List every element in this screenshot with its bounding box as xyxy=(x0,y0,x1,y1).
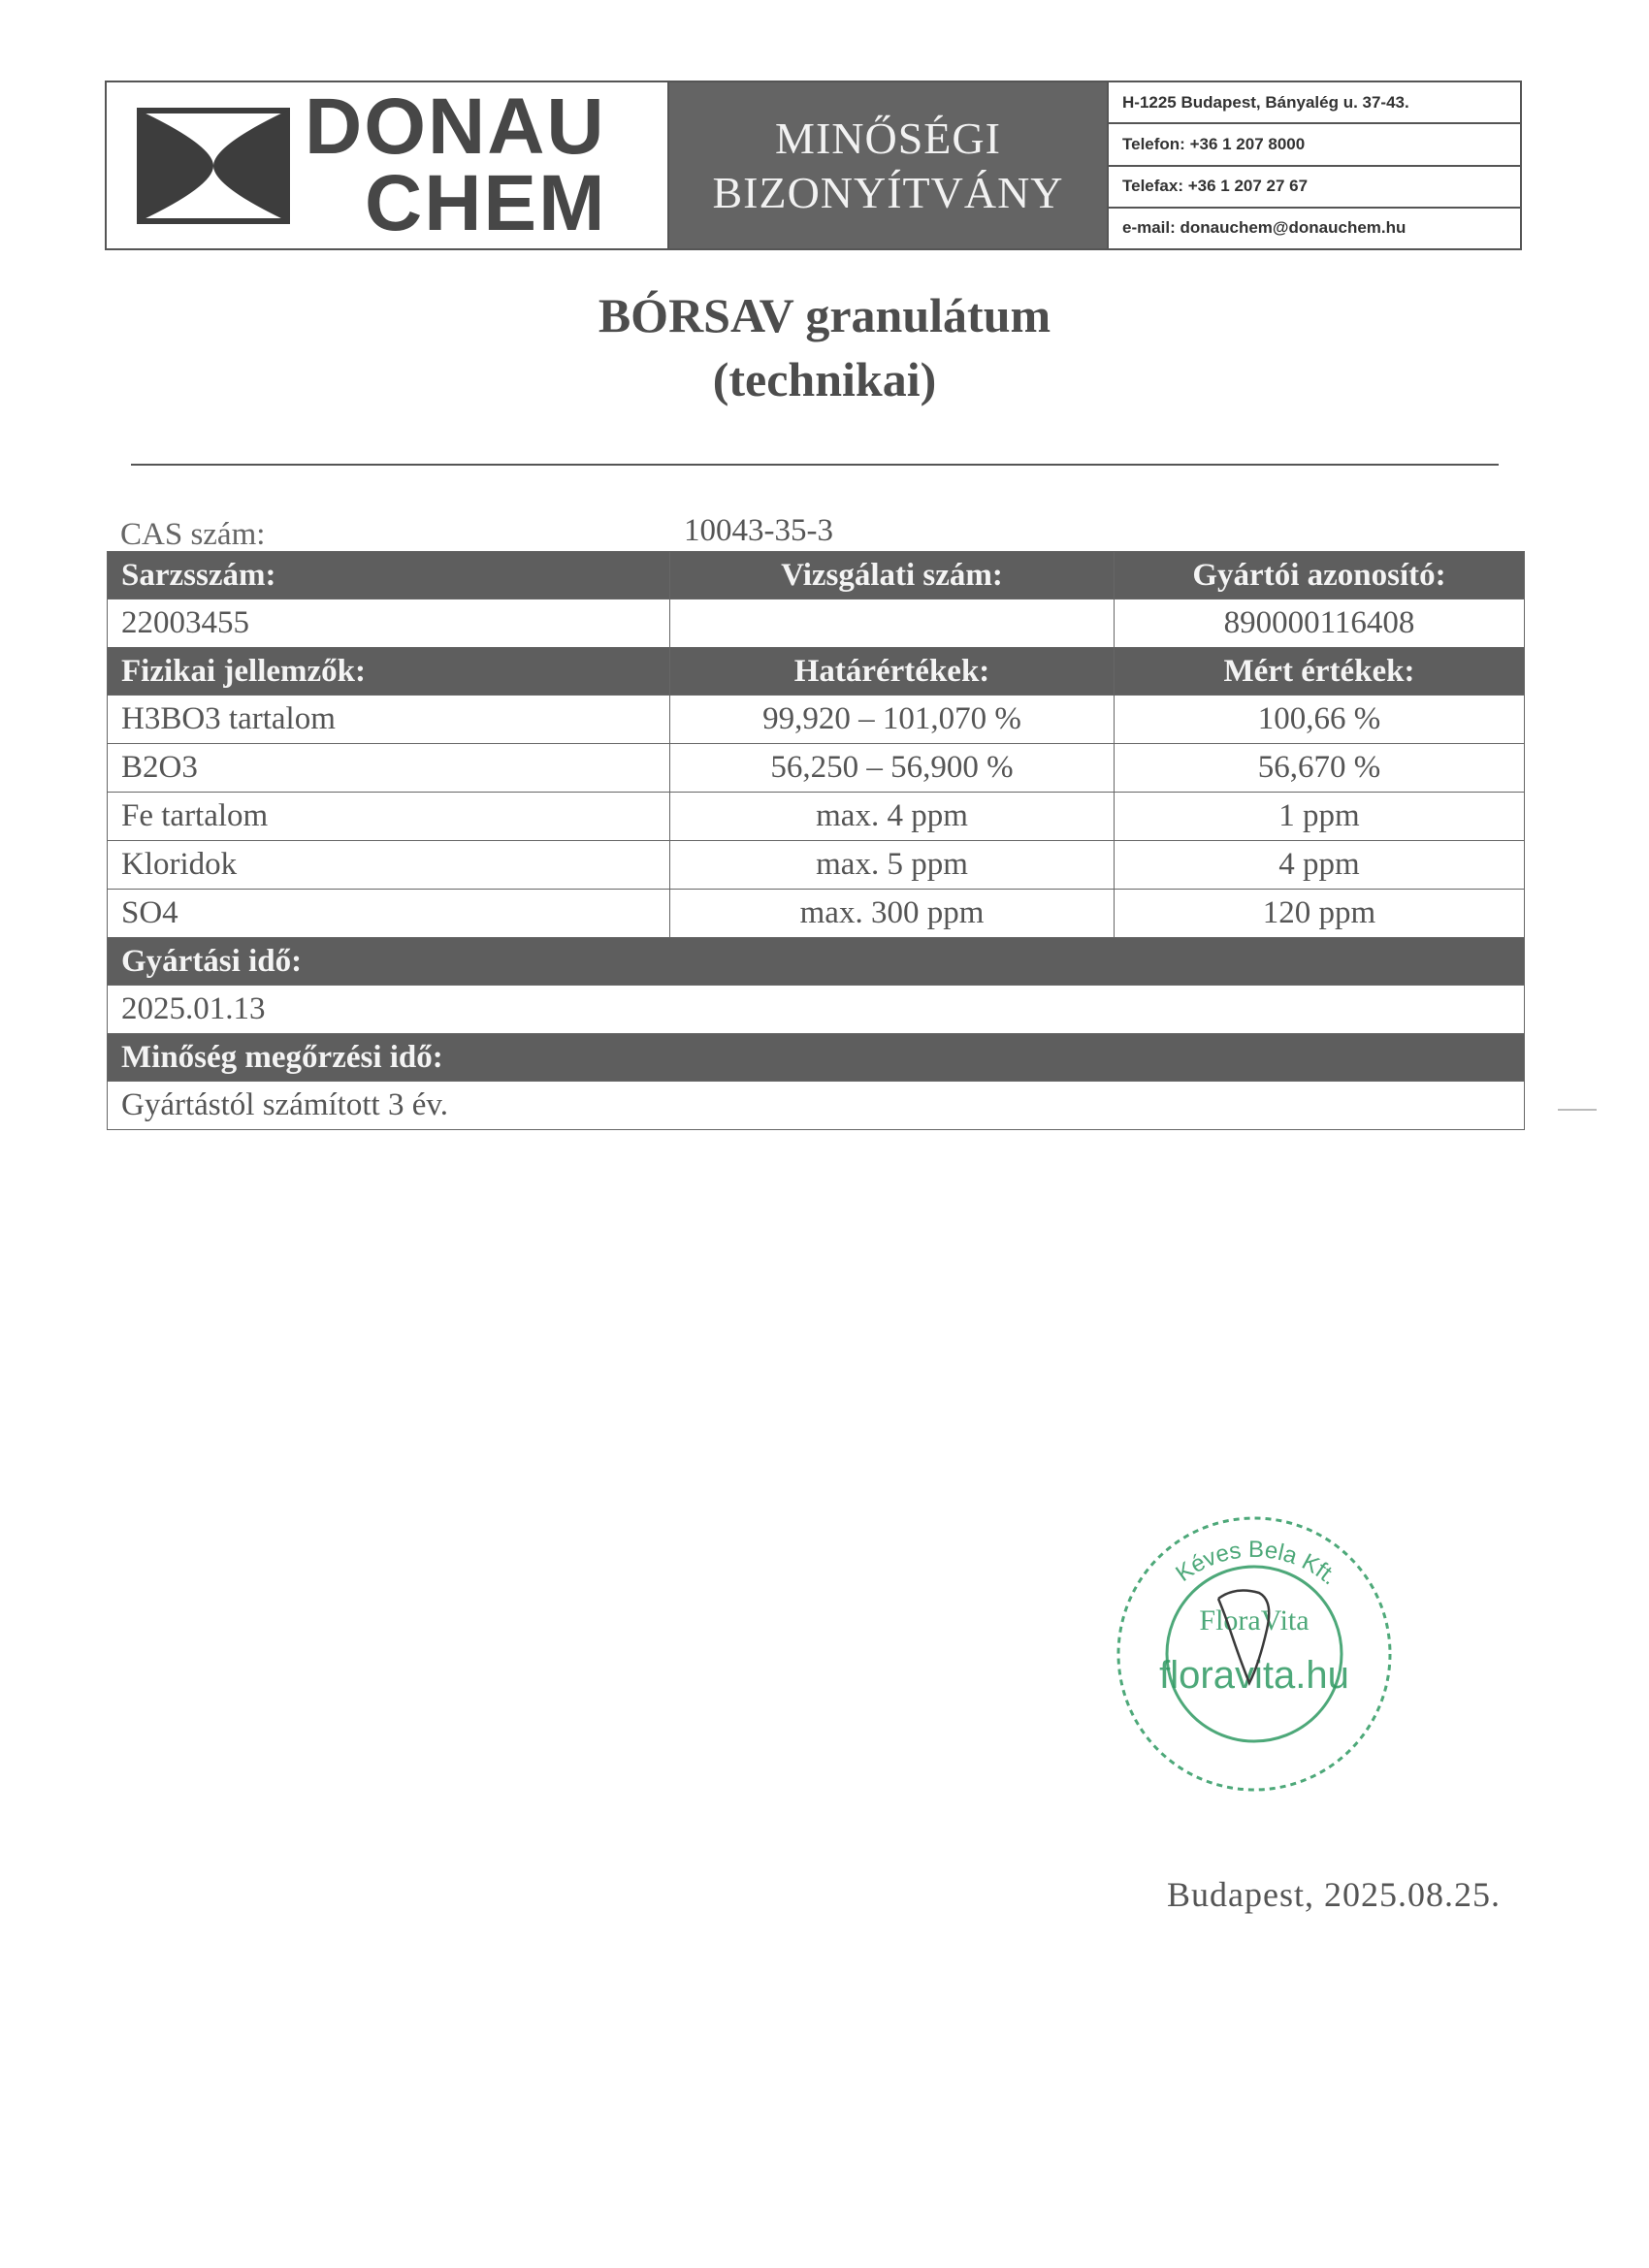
property-name: SO4 xyxy=(108,890,670,938)
document-title-line-2: BIZONYÍTVÁNY xyxy=(712,167,1064,217)
table-row xyxy=(108,890,1525,938)
divider xyxy=(131,464,1499,466)
property-limit: 56,250 – 56,900 % xyxy=(670,744,1115,793)
property-name: B2O3 xyxy=(108,744,670,793)
logo-wordmark xyxy=(305,81,607,247)
table-row xyxy=(108,793,1525,841)
production-date-value: 2025.01.13 xyxy=(108,986,1525,1034)
table-header-cell: Gyártói azonosító: xyxy=(1115,552,1525,599)
property-name: Fe tartalom xyxy=(108,793,670,841)
table-row xyxy=(108,841,1525,890)
contact-fax: Telefax: +36 1 207 27 67 xyxy=(1109,167,1520,209)
document-title xyxy=(669,82,1109,248)
table-header-cell: Sarzsszám: xyxy=(108,552,670,599)
place-and-date: Budapest, 2025.08.25. xyxy=(1167,1875,1501,1914)
table-header-cell: Vizsgálati szám: xyxy=(670,552,1115,599)
shelf-life-value: Gyártástól számított 3 év. xyxy=(108,1082,1525,1130)
stamp-ring-textpath: Kéves Bela Kft. xyxy=(1171,1536,1343,1591)
stamp-url: floravita.hu xyxy=(1159,1654,1349,1697)
batch-number: 22003455 xyxy=(108,599,670,648)
logo-line-1: DONAU xyxy=(305,81,606,171)
property-measured: 4 ppm xyxy=(1115,841,1525,890)
certificate-table xyxy=(107,551,1525,1130)
shelf-life-header-row xyxy=(108,1034,1525,1082)
product-name: BÓRSAV granulátum xyxy=(598,288,1051,342)
logo-line-2: CHEM xyxy=(365,158,607,247)
contact-email: e-mail: donauchem@donauchem.hu xyxy=(1122,218,1406,238)
shelf-life-row xyxy=(108,1082,1525,1130)
property-measured: 100,66 % xyxy=(1115,696,1525,744)
letterhead xyxy=(105,81,1522,250)
table-header-cell: Határértékek: xyxy=(670,648,1115,696)
manufacturer-id: 890000116408 xyxy=(1115,599,1525,648)
cas-value: 10043-35-3 xyxy=(684,513,833,548)
property-measured: 1 ppm xyxy=(1115,793,1525,841)
property-limit: max. 300 ppm xyxy=(670,890,1115,938)
test-number xyxy=(670,599,1115,648)
table-header-cell: Fizikai jellemzők: xyxy=(108,648,670,696)
donauchem-logo-icon xyxy=(136,107,291,225)
document-title-line-1: MINŐSÉGI xyxy=(775,113,1001,163)
contact-address: H-1225 Budapest, Bányalég u. 37-43. xyxy=(1109,82,1520,124)
product-grade: (technikai) xyxy=(712,352,937,406)
physical-header-row xyxy=(108,648,1525,696)
table-header-cell: Mért értékek: xyxy=(1115,648,1525,696)
property-limit: max. 5 ppm xyxy=(670,841,1115,890)
property-measured: 120 ppm xyxy=(1115,890,1525,938)
property-limit: 99,920 – 101,070 % xyxy=(670,696,1115,744)
product-title xyxy=(0,283,1649,411)
stamp-brand: FloraVita xyxy=(1199,1604,1310,1636)
production-date-row xyxy=(108,986,1525,1034)
batch-value-row xyxy=(108,599,1525,648)
property-name: Kloridok xyxy=(108,841,670,890)
property-limit: max. 4 ppm xyxy=(670,793,1115,841)
property-measured: 56,670 % xyxy=(1115,744,1525,793)
table-row xyxy=(108,696,1525,744)
production-date-header-row xyxy=(108,938,1525,986)
contact-block xyxy=(1109,82,1520,248)
table-row xyxy=(108,744,1525,793)
shelf-life-label: Minőség megőrzési idő: xyxy=(108,1034,1525,1082)
property-name: H3BO3 tartalom xyxy=(108,696,670,744)
batch-header-row xyxy=(108,552,1525,599)
company-stamp xyxy=(1104,1484,1405,1804)
company-logo xyxy=(107,82,669,248)
margin-mark xyxy=(1558,1109,1597,1111)
stamp-ring-text xyxy=(1171,1537,1342,1591)
cas-label: CAS szám: xyxy=(120,517,266,552)
contact-phone: Telefon: +36 1 207 8000 xyxy=(1109,124,1520,166)
production-date-label: Gyártási idő: xyxy=(108,938,1525,986)
